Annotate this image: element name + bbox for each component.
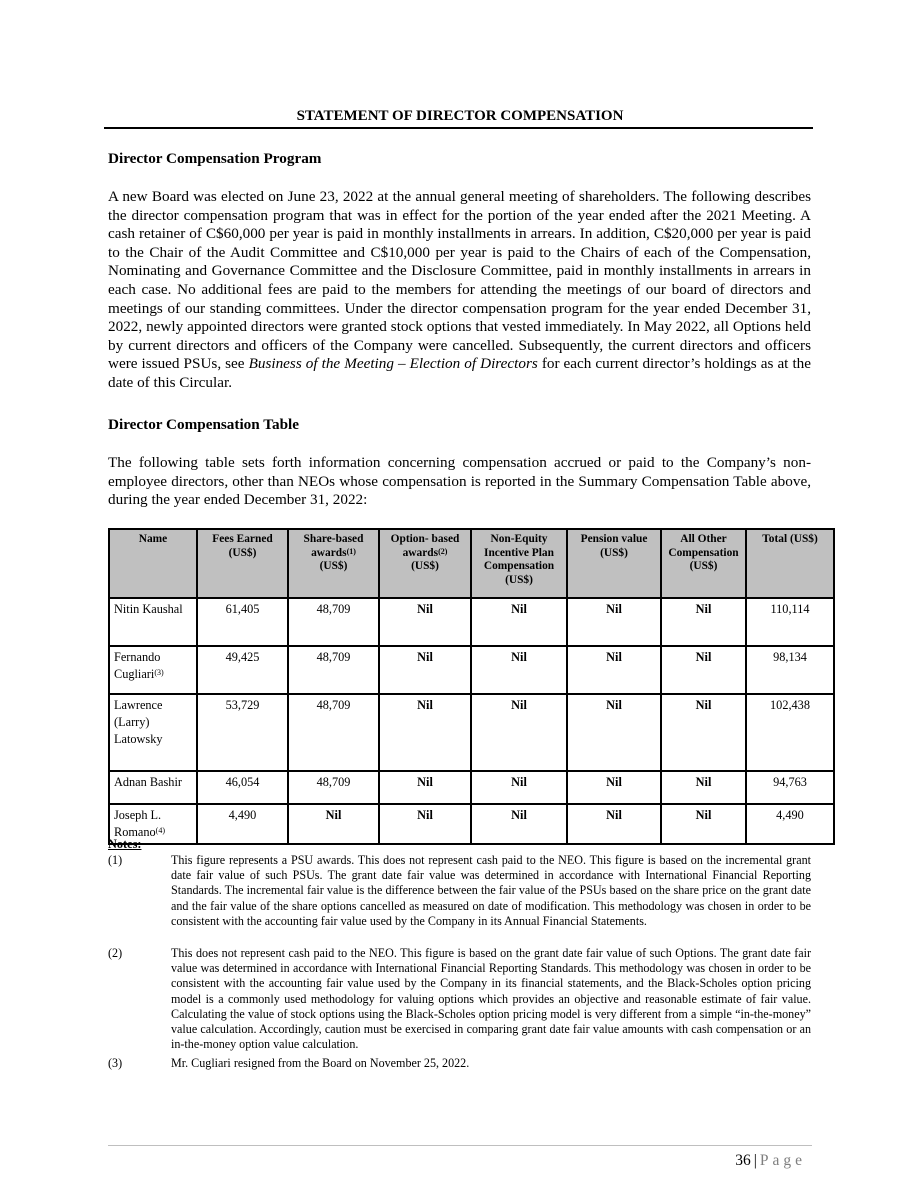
page-footer bbox=[735, 1152, 806, 1170]
page-title: STATEMENT OF DIRECTOR COMPENSATION bbox=[296, 108, 624, 124]
header-fees-earned bbox=[197, 529, 288, 598]
cell-option: Nil bbox=[379, 771, 471, 804]
table-row bbox=[109, 598, 834, 646]
cell-pension: Nil bbox=[567, 694, 661, 771]
note-text: This does not represent cash paid to the NEO. This figure is based on the grant date fair value of such Options. The grant date fair value was determined in accordance with International Financial Reporting Standards. This methodology was chosen in order to be consistent with the accounting fair value used by the Company in its financial statements, and the Black-Scholes option pricing model is a commonly used methodology for valuing options which provides an objective and reasonable estimate of fair value. Calculating the value of stock options using the Black-Scholes option pricing model is very different from a simple “in-the-money” value calculation. Accordingly, caution must be exercised in comparing grant date fair value amounts with cash compensation or an in-the-money option value calculation. bbox=[171, 946, 811, 1052]
cell-text: All Other Compensation (US$) bbox=[668, 533, 739, 573]
note-item bbox=[108, 1056, 811, 1071]
cell-pension: Nil bbox=[567, 804, 661, 844]
cell-share: 48,709 bbox=[288, 598, 379, 646]
note-number: (3) bbox=[108, 1056, 123, 1070]
cell-text: Fernando Cugliari bbox=[114, 650, 161, 681]
cell-option: Nil bbox=[379, 646, 471, 694]
notes-heading: Notes: bbox=[108, 837, 142, 851]
table-row bbox=[109, 771, 834, 804]
footnote-ref: (3) bbox=[154, 668, 164, 677]
header-non-equity-incentive bbox=[471, 529, 567, 598]
cell-non-equity: Nil bbox=[471, 694, 567, 771]
header-name bbox=[109, 529, 197, 598]
cell-name bbox=[109, 598, 197, 646]
cell-name bbox=[109, 646, 197, 694]
note-item bbox=[108, 853, 811, 929]
footnote-ref: (4) bbox=[155, 826, 165, 835]
cell-text: Pension value (US$) bbox=[580, 533, 648, 559]
cell-other: Nil bbox=[661, 646, 746, 694]
page-label: Page bbox=[759, 1152, 806, 1169]
cell-pension: Nil bbox=[567, 598, 661, 646]
cell-share: 48,709 bbox=[288, 694, 379, 771]
table-header-row bbox=[109, 529, 834, 598]
note-number: (2) bbox=[108, 946, 123, 960]
header-option-based-awards bbox=[379, 529, 471, 598]
cell-text: Fees Earned (US$) bbox=[212, 533, 273, 559]
cell-option: Nil bbox=[379, 598, 471, 646]
table-row bbox=[109, 804, 834, 844]
cell-text: Adnan Bashir bbox=[114, 775, 182, 789]
program-paragraph-tail: for each current director’s holdings as at the date of this Circular. bbox=[108, 355, 811, 391]
cell-pension: Nil bbox=[567, 771, 661, 804]
cell-name bbox=[109, 771, 197, 804]
footnote-ref: (1) bbox=[346, 546, 356, 556]
cell-text: Total (US$) bbox=[762, 533, 818, 545]
cell-other: Nil bbox=[661, 598, 746, 646]
cell-text: Joseph L. Romano bbox=[114, 808, 162, 839]
cell-pension: Nil bbox=[567, 646, 661, 694]
section-heading-table: Director Compensation Table bbox=[108, 416, 299, 433]
program-paragraph bbox=[108, 188, 811, 393]
cell-text: Option- based awards bbox=[390, 533, 460, 559]
cell-fees: 61,405 bbox=[197, 598, 288, 646]
cell-other: Nil bbox=[661, 804, 746, 844]
cell-text: Lawrence (Larry) Latowsky bbox=[114, 698, 163, 746]
cell-fees: 46,054 bbox=[197, 771, 288, 804]
cell-text: (US$) bbox=[411, 560, 439, 573]
cell-total: 4,490 bbox=[746, 804, 834, 844]
cell-total: 102,438 bbox=[746, 694, 834, 771]
cell-total: 94,763 bbox=[746, 771, 834, 804]
cell-text: Share-based awards bbox=[303, 533, 364, 559]
cell-fees: 49,425 bbox=[197, 646, 288, 694]
cell-name bbox=[109, 694, 197, 771]
cell-total: 110,114 bbox=[746, 598, 834, 646]
cell-fees: 4,490 bbox=[197, 804, 288, 844]
header-pension-value bbox=[567, 529, 661, 598]
cell-other: Nil bbox=[661, 771, 746, 804]
cell-share: Nil bbox=[288, 804, 379, 844]
section-heading-program: Director Compensation Program bbox=[108, 150, 322, 167]
cell-non-equity: Nil bbox=[471, 646, 567, 694]
director-compensation-table bbox=[108, 528, 835, 845]
cell-other: Nil bbox=[661, 694, 746, 771]
cell-text: Non-Equity Incentive Plan Compensation (US$) bbox=[483, 533, 555, 586]
cell-total: 98,134 bbox=[746, 646, 834, 694]
header-all-other-compensation bbox=[661, 529, 746, 598]
footer-divider bbox=[108, 1145, 812, 1146]
note-item bbox=[108, 946, 811, 1052]
page-separator: | bbox=[753, 1152, 757, 1169]
program-paragraph-main: A new Board was elected on June 23, 2022 at the annual general meeting of shareholders. The following describes the director compensation program that was in effect for the portion of the year ended after the 2021 Meeting. A cash retainer of C$60,000 per year is paid in monthly installments in arrears. In addition, C$20,000 per year is paid to the Chair of the Audit Committee and C$10,000 per year is paid to the Chairs of each of the Compensation, Nominating and Governance Committee and the Disclosure Committee, paid in monthly installments in arrears in each case. No additional fees are paid to the members for attending the meetings of our board of directors and meetings of our standing committees. Under the director compensation program for the year ended December 31, 2022, newly appointed directors were granted stock options that vested immediately. In May 2022, all Options held by current directors and officers of the Company were cancelled. Subsequently, the current directors and officers were issued PSUs, see bbox=[108, 188, 811, 373]
table-intro-paragraph: The following table sets forth information concerning compensation accrued or paid to the Company’s non-employee directors, other than NEOs whose compensation is reported in the Summary Compensation Table above, during the year ended December 31, 2022: bbox=[108, 454, 811, 509]
note-text: Mr. Cugliari resigned from the Board on November 25, 2022. bbox=[171, 1056, 470, 1070]
note-text: This figure represents a PSU awards. This does not represent cash paid to the NEO. This figure is based on the incremental grant date fair value of such PSUs. The grant date fair value was determined in accordance with International Financial Reporting Standards. The incremental fair value is the difference between the fair value of the PSUs based on the share price on the grant date and the fair value of the share options cancelled as measured on date of modification. This methodology was chosen in order to be consistent with the accounting fair value used by the Company in its Annual Financial Statements. bbox=[171, 853, 811, 928]
cell-text: Name bbox=[138, 533, 168, 545]
title-divider bbox=[104, 127, 813, 129]
cell-non-equity: Nil bbox=[471, 771, 567, 804]
cell-share: 48,709 bbox=[288, 646, 379, 694]
footnote-ref: (2) bbox=[438, 546, 448, 556]
cell-fees: 53,729 bbox=[197, 694, 288, 771]
table-row bbox=[109, 646, 834, 694]
cell-option: Nil bbox=[379, 804, 471, 844]
cell-non-equity: Nil bbox=[471, 804, 567, 844]
table-row bbox=[109, 694, 834, 771]
program-paragraph-reference: Business of the Meeting – Election of Directors bbox=[248, 355, 538, 373]
header-total bbox=[746, 529, 834, 598]
page-number: 36 bbox=[735, 1152, 751, 1169]
cell-text: Nitin Kaushal bbox=[114, 602, 183, 616]
header-share-based-awards bbox=[288, 529, 379, 598]
note-number: (1) bbox=[108, 853, 123, 867]
cell-non-equity: Nil bbox=[471, 598, 567, 646]
cell-option: Nil bbox=[379, 694, 471, 771]
cell-share: 48,709 bbox=[288, 771, 379, 804]
cell-text: (US$) bbox=[319, 560, 348, 573]
